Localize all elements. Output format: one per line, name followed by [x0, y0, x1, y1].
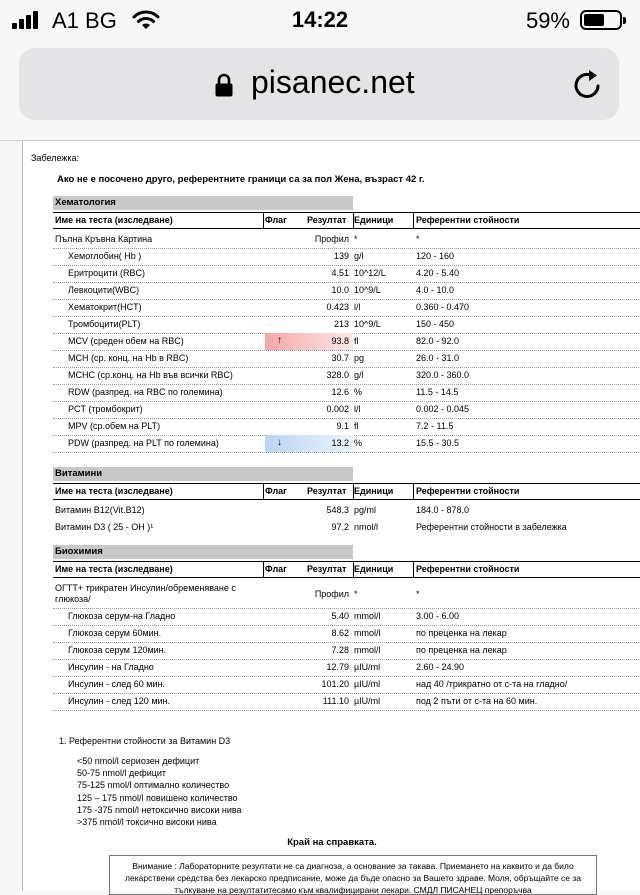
table-header: [53, 561, 640, 578]
test-name: Инсулин - след 60 мин.: [68, 679, 165, 689]
table-row: [53, 265, 640, 283]
unit-value: *: [354, 589, 358, 599]
result-value: Профил: [314, 589, 349, 599]
unit-value: pg/ml: [354, 505, 377, 515]
header-ref: Референтни стойности: [416, 564, 520, 574]
table-row: [53, 282, 640, 300]
table-row: [53, 299, 640, 317]
column-divider: [413, 484, 414, 499]
table-row: [53, 248, 640, 266]
header-result: Резултат: [307, 215, 347, 225]
header-unit: Единици: [354, 564, 394, 574]
footnote-line: >375 nmol/l токсично високи нива: [77, 817, 217, 827]
reference-value: 4.0 - 10.0: [416, 285, 455, 295]
test-name: Глюкоза серум 120мин.: [68, 645, 167, 655]
reference-value: по преценка на лекар: [416, 628, 507, 638]
header-name: Име на теста (изследване): [55, 486, 173, 496]
footnote-line: <50 nmol/l сериозен дефицит: [77, 756, 200, 766]
battery-percent: 59%: [525, 8, 570, 33]
result-value: 101.20: [321, 679, 349, 689]
result-value: 548.3: [326, 505, 349, 515]
unit-value: 10^12/L: [354, 268, 386, 278]
note-label: Забележка:: [31, 153, 80, 163]
section-title: Хематология: [53, 196, 353, 210]
header-unit: Единици: [354, 215, 394, 225]
reference-note: Ако не е посочено друго, референтните граници са за пол Жена, възраст 42 г.: [57, 174, 425, 185]
table-header: [53, 212, 640, 229]
reference-value: 0.360 - 0.470: [416, 302, 470, 312]
header-result: Резултат: [307, 486, 347, 496]
battery-icon: [580, 10, 622, 30]
column-divider: [353, 484, 354, 499]
result-value: 0.423: [326, 302, 349, 312]
unit-value: 10^9/L: [354, 319, 381, 329]
unit-value: 10^9/L: [354, 285, 381, 295]
section-title: Биохимия: [53, 545, 353, 559]
unit-value: mmol/l: [354, 645, 381, 655]
table-row: [53, 519, 640, 536]
unit-value: g/l: [354, 370, 364, 380]
lock-icon: [214, 73, 234, 102]
table-row: [53, 350, 640, 368]
table-row: [53, 676, 640, 694]
header-flag: Флаг: [265, 215, 287, 225]
arrow-up-icon: ↑: [277, 335, 282, 346]
unit-value: mmol/l: [354, 611, 381, 621]
test-name: MCHC (ср.конц. на Hb във всички RBC): [68, 370, 233, 380]
test-name: Витамин B12(Vit.B12): [55, 505, 145, 515]
footnote-line: 175 -375 nmol/l нетоксично високи нива: [77, 804, 242, 815]
reference-value: 2.60 - 24.90: [416, 662, 465, 672]
table-row: [53, 642, 640, 660]
reference-value: 11.5 - 14.5: [416, 387, 459, 397]
reference-value: 120 - 160: [416, 251, 455, 261]
address-bar[interactable]: [19, 48, 619, 120]
header-ref: Референтни стойности: [416, 215, 520, 225]
reference-value: под 2 пъти от с-та на 60 мин.: [416, 696, 538, 706]
clock: 14:22: [291, 7, 349, 32]
result-value: 97.2: [331, 522, 349, 532]
header-name: Име на теста (изследване): [55, 215, 173, 225]
result-value: 111.10: [322, 696, 349, 706]
lab-report: [22, 141, 640, 895]
header-result: Резултат: [307, 564, 347, 574]
reference-value: 3.00 - 6.00: [416, 611, 460, 621]
table-row: [53, 580, 640, 609]
header-name: Име на теста (изследване): [55, 564, 173, 574]
unit-value: g/l: [354, 251, 364, 261]
table-row: [53, 418, 640, 436]
test-name: Еритроцити (RBC): [68, 268, 145, 278]
reload-icon[interactable]: [571, 68, 605, 107]
table-row: [53, 608, 640, 626]
reference-value: над 40 /трикратно от с-та на гладно/: [416, 679, 568, 689]
column-divider: [263, 213, 264, 228]
result-value: 7.28: [331, 645, 349, 655]
test-name: MCV (среден обем на RBC): [68, 336, 184, 346]
reference-value: 0.002 - 0.045: [416, 404, 470, 414]
header-flag: Флаг: [265, 564, 287, 574]
table-row: [53, 659, 640, 677]
test-name: Глюкоза серум 60мин.: [68, 628, 162, 638]
carrier-name: A1 BG: [52, 8, 117, 33]
table-row: [53, 231, 640, 249]
footnote-line: 75-125 nmol/l оптимално количество: [77, 780, 230, 791]
test-name: PCT (тромбокрит): [68, 404, 143, 414]
footnote-line: 50-75 nmol/l дефицит: [77, 768, 167, 779]
table-row: [53, 367, 640, 385]
result-value: 12.6: [331, 387, 349, 397]
result-value: 8.62: [331, 628, 349, 638]
test-name: Пълна Кръвна Картина: [55, 234, 153, 244]
test-name: Инсулин - след 120 мин.: [68, 696, 171, 706]
table-row: [53, 502, 640, 519]
table-row: [53, 693, 640, 711]
reference-value: *: [416, 234, 420, 244]
reference-value: *: [416, 589, 420, 599]
footnote-title: 1. Референтни стойности за Витамин D3: [59, 736, 231, 746]
unit-value: *: [354, 234, 358, 244]
reference-value: 7.2 - 11.5: [416, 421, 454, 431]
result-value: 93.8: [331, 336, 349, 346]
header-flag: Флаг: [265, 486, 287, 496]
result-value: 328.0: [326, 370, 349, 380]
table-header: [53, 483, 640, 500]
test-name: Тромбоцити(PLT): [68, 319, 141, 329]
table-row: [53, 625, 640, 643]
result-value: Профил: [314, 234, 349, 244]
result-value: 213: [333, 319, 349, 329]
result-value: 12.79: [326, 662, 349, 672]
section-title: Витамини: [53, 467, 353, 481]
reference-value: 82.0 - 92.0: [416, 336, 460, 346]
result-value: 9.1: [336, 421, 349, 431]
table-row: [53, 316, 640, 334]
header-unit: Единици: [354, 486, 394, 496]
reference-value: 320.0 - 360.0: [416, 370, 470, 380]
result-value: 0.002: [326, 404, 349, 414]
test-name: Хематокрит(HCT): [68, 302, 142, 312]
test-name: MPV (ср.обем на PLT): [68, 421, 161, 431]
test-name: Левкоцити(WBC): [68, 285, 140, 295]
result-value: 13.2: [331, 438, 349, 448]
result-value: 4.51: [331, 268, 349, 278]
unit-value: fl: [354, 336, 359, 346]
test-name: Витамин D3 ( 25 - OH )¹: [55, 522, 154, 532]
result-value: 139: [333, 251, 349, 261]
column-divider: [353, 213, 354, 228]
test-name: PDW (разпред. на PLT по големина): [68, 438, 219, 448]
column-divider: [413, 213, 414, 228]
column-divider: [413, 562, 414, 577]
table-row: [53, 384, 640, 402]
column-divider: [263, 562, 264, 577]
test-name: Глюкоза серум-на Гладно: [68, 611, 176, 621]
test-name: Инсулин - на Гладно: [68, 662, 154, 672]
column-divider: [353, 562, 354, 577]
footnote-line: 125 – 175 nmol/l повишено количество: [77, 792, 238, 803]
reference-value: 150 - 450: [416, 319, 455, 329]
result-value: 30.7: [331, 353, 349, 363]
unit-value: fl: [354, 421, 359, 431]
url-text[interactable]: pisanec.net: [251, 64, 415, 100]
unit-value: µIU/ml: [354, 696, 381, 706]
disclaimer: Внимание : Лабораторните резултати не са диагноза, а основание за такава. Приемането на каквито и да било лекарствени средства без лекарско предписание, може да бъде опасно за Вашето здраве. Моля, обръщайте се за тълкуване на резултатитесамо към квалифицирани лекари. СМДЛ ПИСАНЕЦ препоръчва: [109, 855, 597, 895]
result-value: 10.0: [331, 285, 349, 295]
test-name-continued: глюкоза/: [55, 594, 91, 604]
table-row: [53, 333, 640, 351]
arrow-down-icon: ↓: [277, 437, 282, 448]
column-divider: [263, 484, 264, 499]
unit-value: %: [354, 438, 363, 448]
test-name: RDW (разпред. на RBC по големина): [68, 387, 223, 397]
unit-value: l/l: [354, 404, 361, 414]
reference-value: по преценка на лекар: [416, 645, 507, 655]
table-row: [53, 401, 640, 419]
reference-value: 15.5 - 30.5: [416, 438, 460, 448]
reference-value: 26.0 - 31.0: [416, 353, 460, 363]
test-name: Хемоглобин( Hb ): [68, 251, 142, 261]
unit-value: %: [354, 387, 363, 397]
test-name: ОГТТ+ трикратен Инсулин/обременяване с: [55, 583, 236, 593]
unit-value: l/l: [354, 302, 361, 312]
unit-value: mmol/l: [354, 628, 381, 638]
status-bar: [0, 0, 640, 44]
reference-value: 184.0 - 878.0: [416, 505, 470, 515]
unit-value: µIU/ml: [354, 679, 381, 689]
unit-value: µIU/ml: [354, 662, 381, 672]
header-ref: Референтни стойности: [416, 486, 520, 496]
reference-value: Референтни стойности в забележка: [416, 522, 567, 532]
unit-value: nmol/l: [354, 522, 379, 532]
result-value: 5.40: [331, 611, 349, 621]
end-of-report: Край на справката.: [287, 837, 377, 848]
table-row: [53, 435, 640, 453]
test-name: MCH (ср. конц. на Hb в RBC): [68, 353, 189, 363]
unit-value: pg: [354, 353, 365, 363]
reference-value: 4.20 - 5.40: [416, 268, 460, 278]
